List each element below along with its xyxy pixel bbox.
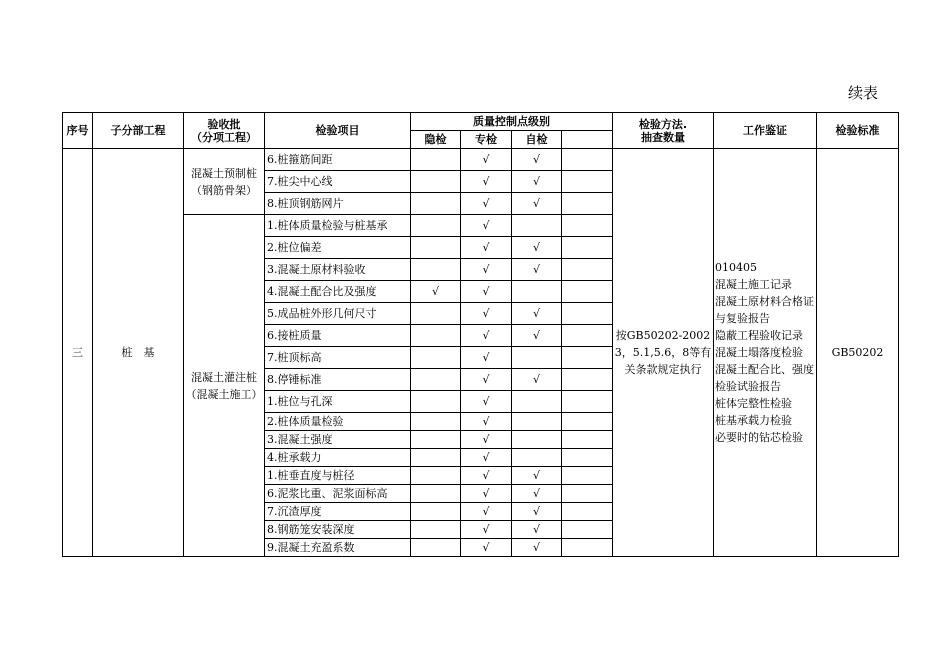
hidden-check — [411, 521, 461, 539]
self-check — [512, 413, 562, 431]
item-cell: 3.混凝土强度 — [265, 431, 411, 449]
header-batch-line2: （分项工程） — [191, 130, 257, 144]
header-batch — [184, 113, 265, 149]
inspection-table — [62, 112, 899, 557]
item-cell: 8.桩顶钢筋网片 — [265, 193, 411, 215]
item-cell: 1.桩体质量检验与桩基承 — [265, 215, 411, 237]
special-check: √ — [461, 171, 512, 193]
hidden-check — [411, 259, 461, 281]
work-line: 必要时的钻芯检验 — [715, 431, 803, 444]
standard-cell: GB50202 — [817, 149, 899, 557]
work-line: 桩体完整性检验 — [715, 397, 792, 410]
item-cell: 3.混凝土原材料验收 — [265, 259, 411, 281]
item-cell: 7.桩顶标高 — [265, 347, 411, 369]
blank-cell — [562, 539, 613, 557]
header-sub-project: 子分部工程 — [93, 113, 184, 149]
blank-cell — [562, 503, 613, 521]
self-check: √ — [512, 237, 562, 259]
work-line: 混凝土配合比、强度检验试验报告 — [715, 363, 814, 393]
work-line: 隐蔽工程验收记录 — [715, 329, 803, 342]
item-cell: 9.混凝土充盈系数 — [265, 539, 411, 557]
header-method-line1: 检验方法. — [638, 117, 688, 131]
header-batch-line1: 验收批 — [207, 117, 241, 131]
blank-cell — [562, 281, 613, 303]
hidden-check — [411, 215, 461, 237]
item-cell: 6.接桩质量 — [265, 325, 411, 347]
hidden-check — [411, 391, 461, 413]
special-check: √ — [461, 449, 512, 467]
work-line: 桩基承载力检验 — [715, 414, 792, 427]
self-check: √ — [512, 149, 562, 171]
self-check — [512, 391, 562, 413]
blank-cell — [562, 325, 613, 347]
special-check: √ — [461, 347, 512, 369]
item-cell: 1.桩垂直度与桩径 — [265, 467, 411, 485]
section-sub-project: 桩 基 — [93, 149, 184, 557]
blank-cell — [562, 193, 613, 215]
blank-cell — [562, 431, 613, 449]
work-cell — [714, 149, 817, 557]
special-check: √ — [461, 485, 512, 503]
blank-cell — [562, 413, 613, 431]
special-check: √ — [461, 521, 512, 539]
item-cell: 5.成品桩外形几何尺寸 — [265, 303, 411, 325]
self-check — [512, 449, 562, 467]
header-standard: 检验标准 — [817, 113, 899, 149]
blank-cell — [562, 449, 613, 467]
self-check: √ — [512, 193, 562, 215]
hidden-check — [411, 467, 461, 485]
self-check: √ — [512, 259, 562, 281]
special-check: √ — [461, 281, 512, 303]
blank-cell — [562, 237, 613, 259]
header-hidden: 隐检 — [411, 131, 461, 149]
self-check: √ — [512, 467, 562, 485]
header-blank — [562, 131, 613, 149]
blank-cell — [562, 485, 613, 503]
blank-cell — [562, 347, 613, 369]
blank-cell — [562, 215, 613, 237]
item-cell: 6.泥浆比重、泥浆面标高 — [265, 485, 411, 503]
blank-cell — [562, 303, 613, 325]
hidden-check — [411, 449, 461, 467]
self-check: √ — [512, 171, 562, 193]
self-check: √ — [512, 503, 562, 521]
hidden-check — [411, 303, 461, 325]
self-check — [512, 431, 562, 449]
hidden-check — [411, 193, 461, 215]
work-line: 混凝土塌落度检验 — [715, 346, 803, 359]
hidden-check: √ — [411, 281, 461, 303]
special-check: √ — [461, 467, 512, 485]
header-qc-level: 质量控制点级别 — [411, 113, 613, 131]
batch-precast-pile: 混凝土预制桩（钢筋骨架） — [184, 149, 265, 215]
header-seq: 序号 — [63, 113, 93, 149]
item-cell: 4.混凝土配合比及强度 — [265, 281, 411, 303]
hidden-check — [411, 369, 461, 391]
continued-label: 续表 — [848, 84, 879, 102]
special-check: √ — [461, 193, 512, 215]
self-check — [512, 215, 562, 237]
hidden-check — [411, 539, 461, 557]
hidden-check — [411, 431, 461, 449]
item-cell: 8.钢筋笼安装深度 — [265, 521, 411, 539]
header-method — [613, 113, 714, 149]
self-check — [512, 281, 562, 303]
self-check: √ — [512, 539, 562, 557]
work-line: 010405 — [715, 261, 757, 274]
method-cell: 按GB50202-2002 3，5.1,5.6，8等有关条款规定执行 — [613, 149, 714, 557]
item-cell: 7.沉渣厚度 — [265, 503, 411, 521]
blank-cell — [562, 391, 613, 413]
self-check: √ — [512, 325, 562, 347]
blank-cell — [562, 521, 613, 539]
blank-cell — [562, 467, 613, 485]
hidden-check — [411, 485, 461, 503]
hidden-check — [411, 503, 461, 521]
item-cell: 2.桩位偏差 — [265, 237, 411, 259]
self-check: √ — [512, 485, 562, 503]
header-work: 工作鉴证 — [714, 113, 817, 149]
hidden-check — [411, 171, 461, 193]
hidden-check — [411, 237, 461, 259]
item-cell: 8.停锤标准 — [265, 369, 411, 391]
header-self: 自检 — [512, 131, 562, 149]
special-check: √ — [461, 413, 512, 431]
self-check — [512, 347, 562, 369]
item-cell: 7.桩尖中心线 — [265, 171, 411, 193]
header-item: 检验项目 — [265, 113, 411, 149]
hidden-check — [411, 149, 461, 171]
work-line: 混凝土施工记录 — [715, 278, 792, 291]
work-line: 混凝土原材料合格证与复验报告 — [715, 295, 814, 325]
blank-cell — [562, 369, 613, 391]
item-cell: 2.桩体质量检验 — [265, 413, 411, 431]
blank-cell — [562, 259, 613, 281]
special-check: √ — [461, 215, 512, 237]
blank-cell — [562, 149, 613, 171]
section-seq: 三 — [63, 149, 93, 557]
special-check: √ — [461, 369, 512, 391]
special-check: √ — [461, 503, 512, 521]
hidden-check — [411, 347, 461, 369]
blank-cell — [562, 171, 613, 193]
special-check: √ — [461, 237, 512, 259]
special-check: √ — [461, 539, 512, 557]
special-check: √ — [461, 431, 512, 449]
item-cell: 4.桩承载力 — [265, 449, 411, 467]
special-check: √ — [461, 391, 512, 413]
self-check: √ — [512, 303, 562, 325]
hidden-check — [411, 413, 461, 431]
header-method-line2: 抽查数量 — [641, 130, 685, 144]
special-check: √ — [461, 303, 512, 325]
special-check: √ — [461, 149, 512, 171]
hidden-check — [411, 325, 461, 347]
item-cell: 6.桩箍筋间距 — [265, 149, 411, 171]
header-special: 专检 — [461, 131, 512, 149]
special-check: √ — [461, 259, 512, 281]
item-cell: 1.桩位与孔深 — [265, 391, 411, 413]
self-check: √ — [512, 521, 562, 539]
self-check: √ — [512, 369, 562, 391]
special-check: √ — [461, 325, 512, 347]
batch-cast-in-place-pile: 混凝土灌注桩（混凝土施工） — [184, 215, 265, 557]
